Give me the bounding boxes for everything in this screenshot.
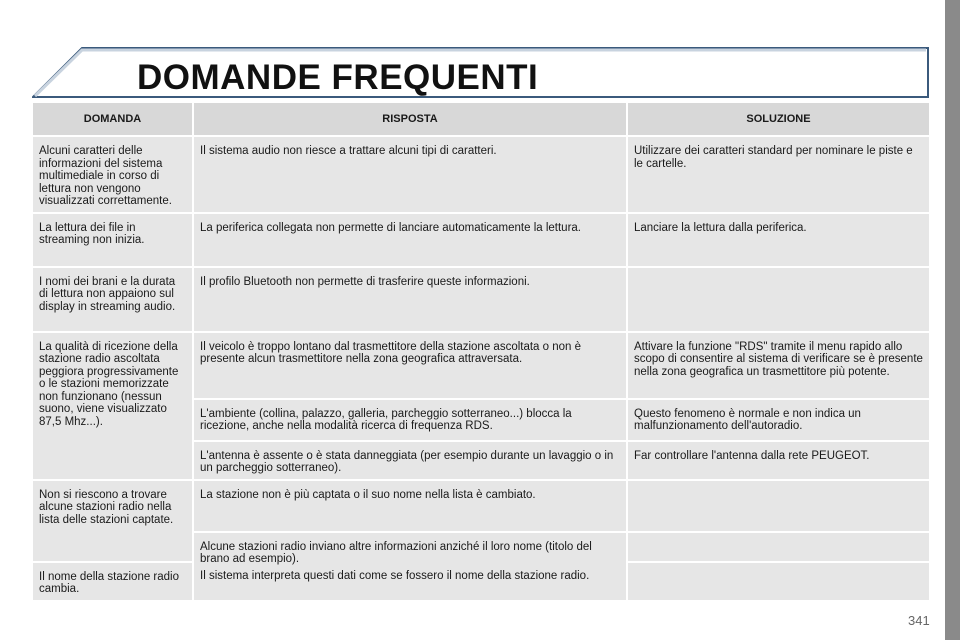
- faq-table: [33, 103, 931, 602]
- solution-cell: Far controllare l'antenna dalla rete PEUGEOT.: [627, 441, 930, 480]
- solution-cell: [627, 480, 930, 532]
- title-tab: [32, 46, 930, 98]
- page-number: 341: [908, 613, 930, 628]
- solution-cell: [627, 267, 930, 332]
- answer-cell: La periferica collegata non permette di lanciare automaticamente la lettura.: [193, 213, 627, 267]
- question-cell: Alcuni caratteri delle informazioni del sistema multimediale in corso di lettura non vengono visualizzati correttamente.: [33, 136, 193, 213]
- answer-cell: [193, 532, 627, 601]
- solution-cell: [627, 532, 930, 562]
- answer-cell: Il sistema audio non riesce a trattare alcuni tipi di caratteri.: [193, 136, 627, 213]
- answer-line: Il sistema interpreta questi dati come se fossero il nome della stazione radio.: [200, 569, 590, 582]
- solution-cell: Lanciare la lettura dalla periferica.: [627, 213, 930, 267]
- solution-cell: Attivare la funzione "RDS" tramite il menu rapido allo scopo di consentire al sistema di verificare se è presente nella zona geografica un trasmettitore più potente.: [627, 332, 930, 399]
- page-title: DOMANDE FREQUENTI: [137, 58, 539, 97]
- question-cell: Il nome della stazione radio cambia.: [33, 562, 193, 601]
- table-row: [33, 136, 930, 213]
- right-edge-bar: [945, 0, 960, 640]
- table-header-row: [33, 103, 930, 136]
- answer-cell: L'ambiente (collina, palazzo, galleria, parcheggio sotterraneo...) blocca la ricezione, anche nella modalità ricerca di frequenza RDS.: [193, 399, 627, 441]
- answer-cell: Il veicolo è troppo lontano dal trasmettitore della stazione ascoltata o non è presente alcun trasmettitore nella zona geografica attraversata.: [193, 332, 627, 399]
- answer-cell: Il profilo Bluetooth non permette di trasferire queste informazioni.: [193, 267, 627, 332]
- table-row: [33, 480, 930, 532]
- solution-cell: [627, 562, 930, 601]
- answer-line: Alcune stazioni radio inviano altre informazioni anziché il loro nome (titolo del brano ad esempio).: [200, 540, 592, 565]
- solution-cell: Utilizzare dei caratteri standard per nominare le piste e le cartelle.: [627, 136, 930, 213]
- question-cell: La lettura dei file in streaming non inizia.: [33, 213, 193, 267]
- table-row: [33, 213, 930, 267]
- header-domanda: DOMANDA: [33, 103, 193, 136]
- answer-cell: L'antenna è assente o è stata danneggiata (per esempio durante un lavaggio o in un parcheggio sotterraneo).: [193, 441, 627, 480]
- solution-cell: Questo fenomeno è normale e non indica un malfunzionamento dell'autoradio.: [627, 399, 930, 441]
- question-cell: Non si riescono a trovare alcune stazioni radio nella lista delle stazioni captate.: [33, 480, 193, 562]
- question-cell: I nomi dei brani e la durata di lettura non appaiono sul display in streaming audio.: [33, 267, 193, 332]
- table-row: [33, 332, 930, 399]
- table-row: [33, 267, 930, 332]
- question-cell: La qualità di ricezione della stazione radio ascoltata peggiora progressivamente o le stazioni memorizzate non funzionano (nessun suono, viene visualizzato 87,5 Mhz...).: [33, 332, 193, 480]
- header-soluzione: SOLUZIONE: [627, 103, 930, 136]
- answer-cell: La stazione non è più captata o il suo nome nella lista è cambiato.: [193, 480, 627, 532]
- header-risposta: RISPOSTA: [193, 103, 627, 136]
